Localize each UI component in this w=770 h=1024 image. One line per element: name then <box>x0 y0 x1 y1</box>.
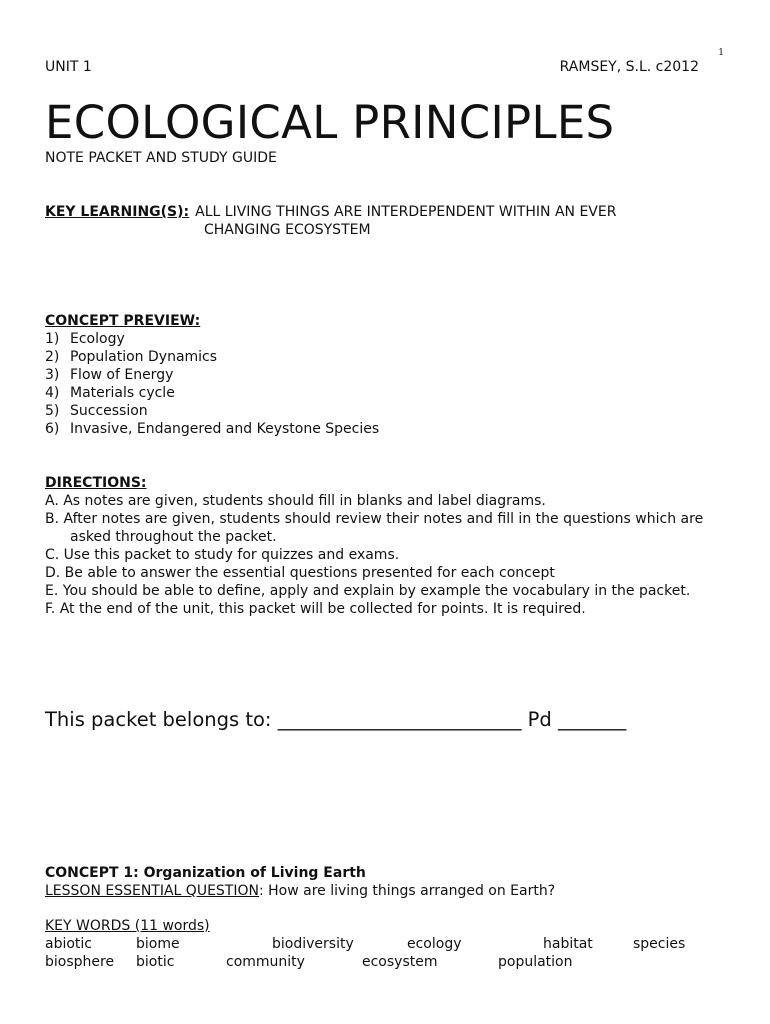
page-subtitle: NOTE PACKET AND STUDY GUIDE <box>45 150 277 166</box>
concept-1 <box>45 864 725 971</box>
key-word: species <box>633 936 686 952</box>
direction-item: F. At the end of the unit, this packet will be collected for points. It is required. <box>45 601 586 617</box>
page-number: 1 <box>718 48 724 58</box>
list-item-text: Invasive, Endangered and Keystone Species <box>70 421 380 437</box>
list-item <box>45 366 379 384</box>
key-learning-line1: ALL LIVING THINGS ARE INTERDEPENDENT WITHIN AN EVER <box>195 204 617 220</box>
key-word: ecosystem <box>362 954 438 970</box>
list-item-text: Materials cycle <box>70 385 175 401</box>
direction-item: D. Be able to answer the essential questions presented for each concept <box>45 565 555 581</box>
list-item-number: 5) <box>45 403 60 419</box>
unit-label: UNIT 1 <box>45 59 92 75</box>
page-title: ECOLOGICAL PRINCIPLES <box>45 96 615 149</box>
list-item-text: Ecology <box>70 331 125 347</box>
list-item-number: 3) <box>45 367 60 383</box>
owner-label: This packet belongs to: <box>45 708 272 731</box>
key-word: community <box>226 954 305 970</box>
concept-preview-label: CONCEPT PREVIEW: <box>45 313 201 329</box>
key-learning-line2: CHANGING ECOSYSTEM <box>204 222 371 238</box>
list-item-text: Population Dynamics <box>70 349 218 365</box>
list-item-number: 4) <box>45 385 60 401</box>
key-words-row-2 <box>45 953 725 971</box>
essential-question <box>45 882 725 900</box>
direction-item: E. You should be able to define, apply and explain by example the vocabulary in the packet. <box>45 583 691 599</box>
essential-question-text: : How are living things arranged on Earth? <box>258 883 556 899</box>
directions-label: DIRECTIONS: <box>45 475 147 491</box>
direction-item: C. Use this packet to study for quizzes and exams. <box>45 547 400 563</box>
author-credit: RAMSEY, S.L. c2012 <box>559 59 699 75</box>
list-item <box>45 384 379 402</box>
key-learning-label: KEY LEARNING(S): <box>45 204 190 220</box>
list-item <box>45 402 379 420</box>
key-words-label: KEY WORDS (11 words) <box>45 918 210 934</box>
direction-item-continued: asked throughout the packet. <box>70 529 277 545</box>
key-word: biotic <box>136 954 175 970</box>
key-word: habitat <box>543 936 593 952</box>
key-word: ecology <box>407 936 462 952</box>
list-item-number: 1) <box>45 331 60 347</box>
packet-owner <box>45 708 626 731</box>
key-word: biodiversity <box>272 936 354 952</box>
key-word: population <box>498 954 573 970</box>
list-item-text: Succession <box>70 403 148 419</box>
concept-preview <box>45 312 379 438</box>
owner-name-blank: _________________________ <box>277 708 522 731</box>
essential-question-label: LESSON ESSENTIAL QUESTION <box>45 883 259 899</box>
list-item-number: 2) <box>45 349 60 365</box>
list-item-number: 6) <box>45 421 60 437</box>
direction-item: B. After notes are given, students should review their notes and fill in the questions which are <box>45 511 704 527</box>
key-words-row-1 <box>45 935 725 953</box>
concept-1-title: CONCEPT 1: Organization of Living Earth <box>45 865 366 881</box>
key-word: biome <box>136 936 180 952</box>
list-item-text: Flow of Energy <box>70 367 174 383</box>
period-label: Pd <box>527 708 552 731</box>
key-word: biosphere <box>45 954 115 970</box>
directions <box>45 474 705 618</box>
list-item <box>45 330 379 348</box>
period-blank: _______ <box>558 708 627 731</box>
list-item <box>45 348 379 366</box>
key-word: abiotic <box>45 936 92 952</box>
key-learning <box>45 203 735 239</box>
list-item <box>45 420 379 438</box>
direction-item: A. As notes are given, students should fill in blanks and label diagrams. <box>45 493 546 509</box>
